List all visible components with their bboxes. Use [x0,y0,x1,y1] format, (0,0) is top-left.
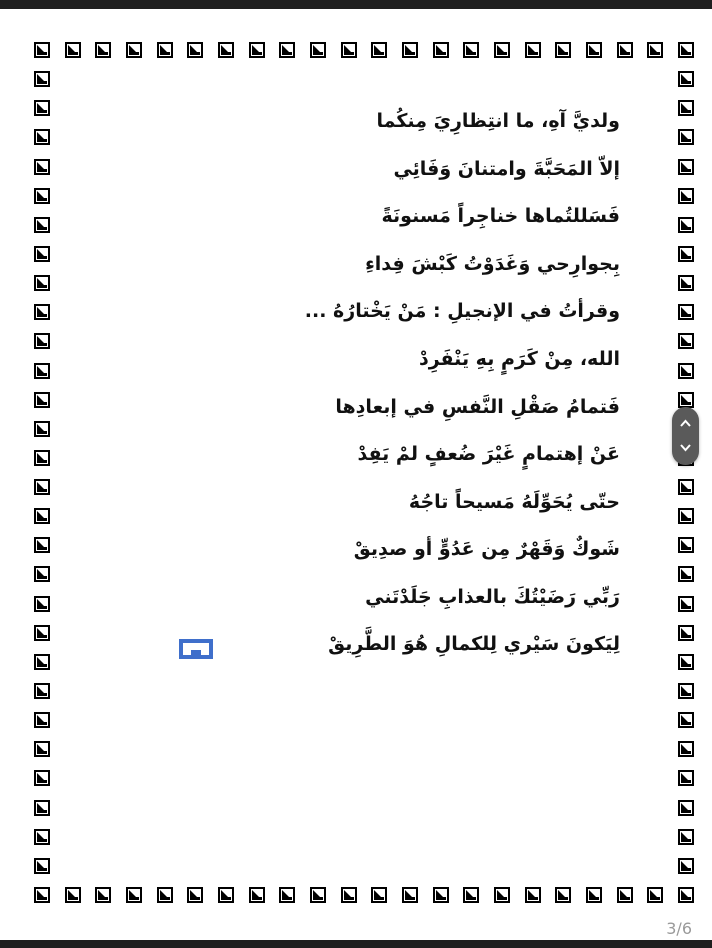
poem-line-1: ولديَّ آهِ، ما انتِظارِيَ مِنكُما [376,110,620,132]
border-ornament [34,333,50,349]
border-ornament [218,887,234,903]
border-ornament [65,887,81,903]
border-ornament [34,683,50,699]
chevron-up-icon[interactable] [678,416,693,431]
border-ornament [95,42,111,58]
border-ornament [95,887,111,903]
border-ornament [494,887,510,903]
border-ornament [678,129,694,145]
poem-line-5: وقرأتُ في الإنجيلِ : مَنْ يَخْتارُهُ ... [304,300,620,322]
border-ornament [678,741,694,757]
poem-line-4: بِجوارِحي وَغَدَوْتُ كَبْشَ فِداءِ [365,253,620,275]
border-ornament [34,508,50,524]
border-ornament [34,246,50,262]
document-page [0,9,712,940]
page-indicator: 3/6 [666,919,692,938]
border-ornament [34,654,50,670]
border-ornament [647,42,663,58]
border-ornament [678,858,694,874]
border-ornament [249,42,265,58]
poem-line-8: عَنْ إهتمامٍ غَيْرَ ضُعفٍ لمْ يَفِدْ [357,443,620,465]
border-ornament [34,421,50,437]
border-ornament [678,537,694,553]
border-ornament [678,887,694,903]
border-ornament [34,392,50,408]
border-ornament [402,887,418,903]
border-ornament [34,217,50,233]
poem-line-2: إلاّ المَحَبَّةَ وامتنانَ وَفَائِي [393,158,620,180]
border-ornament [34,887,50,903]
border-ornament [678,712,694,728]
border-ornament [678,100,694,116]
border-ornament [34,537,50,553]
border-ornament [187,42,203,58]
border-ornament [463,887,479,903]
border-ornament [218,42,234,58]
border-ornament [34,800,50,816]
border-ornament [678,159,694,175]
border-ornament [310,887,326,903]
border-ornament [34,450,50,466]
top-status-bar [0,0,712,9]
border-ornament [525,42,541,58]
border-ornament [678,479,694,495]
border-ornament [126,42,142,58]
border-ornament [678,596,694,612]
border-ornament [279,42,295,58]
border-ornament [157,42,173,58]
poem-line-6: الله، مِنْ كَرَمٍ بِهِ يَنْفَرِدْ [418,348,620,370]
border-ornament [249,887,265,903]
border-ornament [34,479,50,495]
border-ornament [433,42,449,58]
border-ornament [678,42,694,58]
border-ornament [402,42,418,58]
border-ornament [34,770,50,786]
border-ornament [34,712,50,728]
border-ornament [433,887,449,903]
border-ornament [678,246,694,262]
border-ornament [34,304,50,320]
poem-line-7: فَتمامُ صَقْلِ النَّفسِ في إبعادِها [335,396,620,418]
border-ornament [678,333,694,349]
link-marker-icon[interactable] [178,638,214,660]
border-ornament [617,42,633,58]
border-ornament [371,887,387,903]
border-ornament [34,71,50,87]
poem-line-9: حتّى يُحَوِّلَهُ مَسيحاً تاجُهُ [408,491,620,513]
border-ornament [157,887,173,903]
border-ornament [678,654,694,670]
border-ornament [525,887,541,903]
border-ornament [310,42,326,58]
border-ornament [34,100,50,116]
border-ornament [34,858,50,874]
poem-line-12: لِيَكونَ سَيْري لِلكمالِ هُوَ الطَّرِيقْ [328,633,620,655]
border-ornament [678,392,694,408]
border-ornament [34,741,50,757]
border-ornament [34,275,50,291]
border-ornament [34,625,50,641]
poem-line-10: شَوكٌ وَقَهْرٌ مِن عَدُوٍّ أو صدِيقْ [353,538,620,560]
border-ornament [647,887,663,903]
border-ornament [678,304,694,320]
border-ornament [678,508,694,524]
chevron-down-icon[interactable] [678,440,693,455]
border-ornament [678,829,694,845]
border-ornament [678,566,694,582]
border-ornament [678,800,694,816]
border-ornament [555,42,571,58]
border-ornament [678,363,694,379]
border-ornament [494,42,510,58]
border-ornament [678,188,694,204]
border-ornament [555,887,571,903]
border-ornament [34,566,50,582]
border-ornament [34,363,50,379]
border-ornament [34,829,50,845]
border-ornament [34,188,50,204]
border-ornament [34,159,50,175]
border-ornament [678,625,694,641]
border-ornament [678,275,694,291]
border-ornament [617,887,633,903]
border-ornament [65,42,81,58]
bottom-bar [0,940,712,948]
page-scroll-control[interactable] [672,407,699,465]
border-ornament [678,683,694,699]
border-ornament [34,42,50,58]
border-ornament [279,887,295,903]
border-ornament [678,770,694,786]
poem-line-3: فَسَللتُماها خناجِراً مَسنونَةً [381,205,620,227]
border-ornament [341,42,357,58]
border-ornament [586,887,602,903]
border-ornament [678,71,694,87]
border-ornament [586,42,602,58]
border-ornament [34,129,50,145]
border-ornament [463,42,479,58]
border-ornament [187,887,203,903]
border-ornament [34,596,50,612]
border-ornament [341,887,357,903]
border-ornament [371,42,387,58]
border-ornament [678,217,694,233]
border-ornament [126,887,142,903]
poem-line-11: رَبِّي رَضَيْتُكَ بالعذابِ جَلَدْتَني [365,586,620,608]
